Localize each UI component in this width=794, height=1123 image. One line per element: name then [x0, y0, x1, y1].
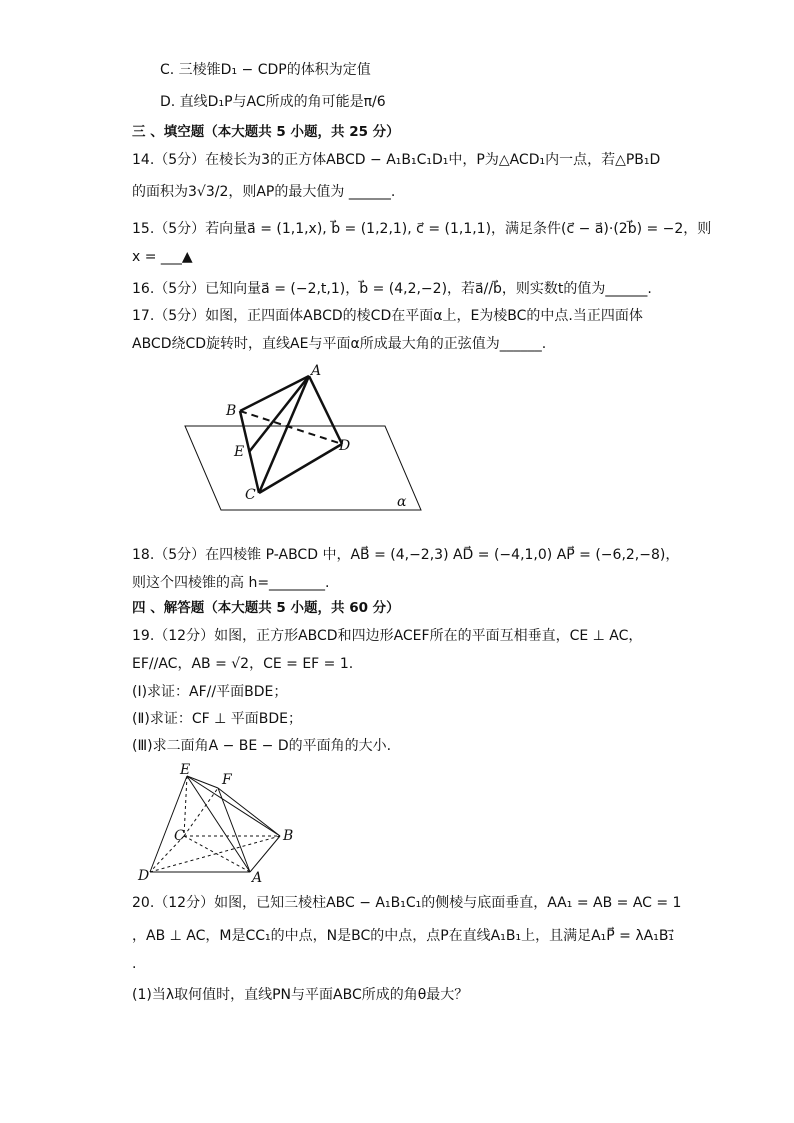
- edge-EC-hidden: [184, 776, 187, 836]
- edge-AB: [240, 376, 309, 411]
- label-E: E: [234, 444, 245, 460]
- edge-EB: [187, 776, 280, 836]
- edge-ED: [150, 776, 187, 872]
- label-alpha: α: [397, 494, 407, 510]
- tetrahedron-figure: [175, 360, 435, 520]
- label-D: D: [339, 438, 351, 454]
- q19-line2: EF//AC，AB = √2，CE = EF = 1.: [132, 656, 354, 672]
- q20-part1: (1)当λ取何值时，直线PN与平面ABC所成的角θ最大？: [132, 987, 469, 1003]
- label-D: D: [138, 868, 150, 884]
- q14-line1: 14.（5分）在棱长为3的正方体ABCD − A₁B₁C₁D₁中，P为△ACD₁内一点，若△PB₁D: [132, 152, 661, 168]
- section-4-heading: 四 、解答题（本大题共 5 小题，共 60 分）: [132, 600, 400, 616]
- q19-line1: 19.（12分）如图，正方形ABCD和四边形ACEF所在的平面互相垂直，CE ⊥ AC，: [132, 628, 643, 644]
- q16: 16.（5分）已知向量a⃗ = (−2,t,1)，b⃗ = (4,2,−2)，若a⃗//b⃗，则实数t的值为______.: [132, 281, 652, 297]
- q17-line2: ABCD绕CD旋转时，直线AE与平面α所成最大角的正弦值为______.: [132, 336, 547, 352]
- q19-part2: (Ⅱ)求证：CF ⊥ 平面BDE；: [132, 711, 302, 727]
- q14-line2: 的面积为3√3/2，则AP的最大值为 ______.: [132, 184, 396, 200]
- label-E: E: [180, 762, 191, 778]
- q18-line2: 则这个四棱锥的高 h=________.: [132, 575, 330, 591]
- edge-CD: [259, 444, 342, 493]
- q15-line2: x = ___▲: [132, 249, 193, 265]
- q13-option-d: D. 直线D₁P与AC所成的角可能是π/6: [160, 94, 386, 110]
- q19-part3: (Ⅲ)求二面角A − BE − D的平面角的大小.: [132, 738, 392, 754]
- label-B: B: [283, 828, 294, 844]
- diag-CA-hidden: [184, 836, 250, 872]
- segment-CF-hidden: [184, 788, 218, 836]
- label-F: F: [222, 772, 232, 788]
- q20-line3: .: [132, 956, 137, 972]
- square-pyramid-figure: [130, 760, 300, 885]
- segment-AE: [249, 376, 309, 452]
- edge-AB: [250, 836, 280, 872]
- label-A: A: [311, 363, 322, 379]
- q15-line1: 15.（5分）若向量a⃗ = (1,1,x), b⃗ = (1,2,1), c⃗ = (1,1,1)，满足条件(c⃗ − a⃗)·(2b⃗) = −2，则: [132, 221, 712, 237]
- q19-part1: (Ⅰ)求证：AF//平面BDE；: [132, 684, 288, 700]
- edge-AD: [309, 376, 342, 444]
- label-A: A: [252, 870, 263, 885]
- q13-option-c: C. 三棱锥D₁ − CDP的体积为定值: [160, 62, 371, 78]
- q20-line1: 20.（12分）如图，已知三棱柱ABC − A₁B₁C₁的侧棱与底面垂直，AA₁ = AB = AC = 1: [132, 895, 682, 911]
- label-B: B: [226, 403, 237, 419]
- q18-line1: 18.（5分）在四棱锥 P-ABCD 中，AB⃗ = (4,−2,3) AD⃗ = (−4,1,0) AP⃗ = (−6,2,−8)，: [132, 547, 680, 563]
- q20-line2: ，AB ⊥ AC，M是CC₁的中点，N是BC的中点，点P在直线A₁B₁上，且满足A₁P⃗ = λA₁B₁⃗: [132, 928, 675, 944]
- q17-line1: 17.（5分）如图，正四面体ABCD的棱CD在平面α上，E为棱BC的中点.当正四面体: [132, 308, 643, 324]
- label-C: C: [174, 828, 185, 844]
- section-3-heading: 三 、填空题（本大题共 5 小题，共 25 分）: [132, 124, 400, 140]
- label-C: C: [245, 487, 256, 503]
- edge-AC: [259, 376, 309, 493]
- diag-DB-hidden: [150, 836, 280, 872]
